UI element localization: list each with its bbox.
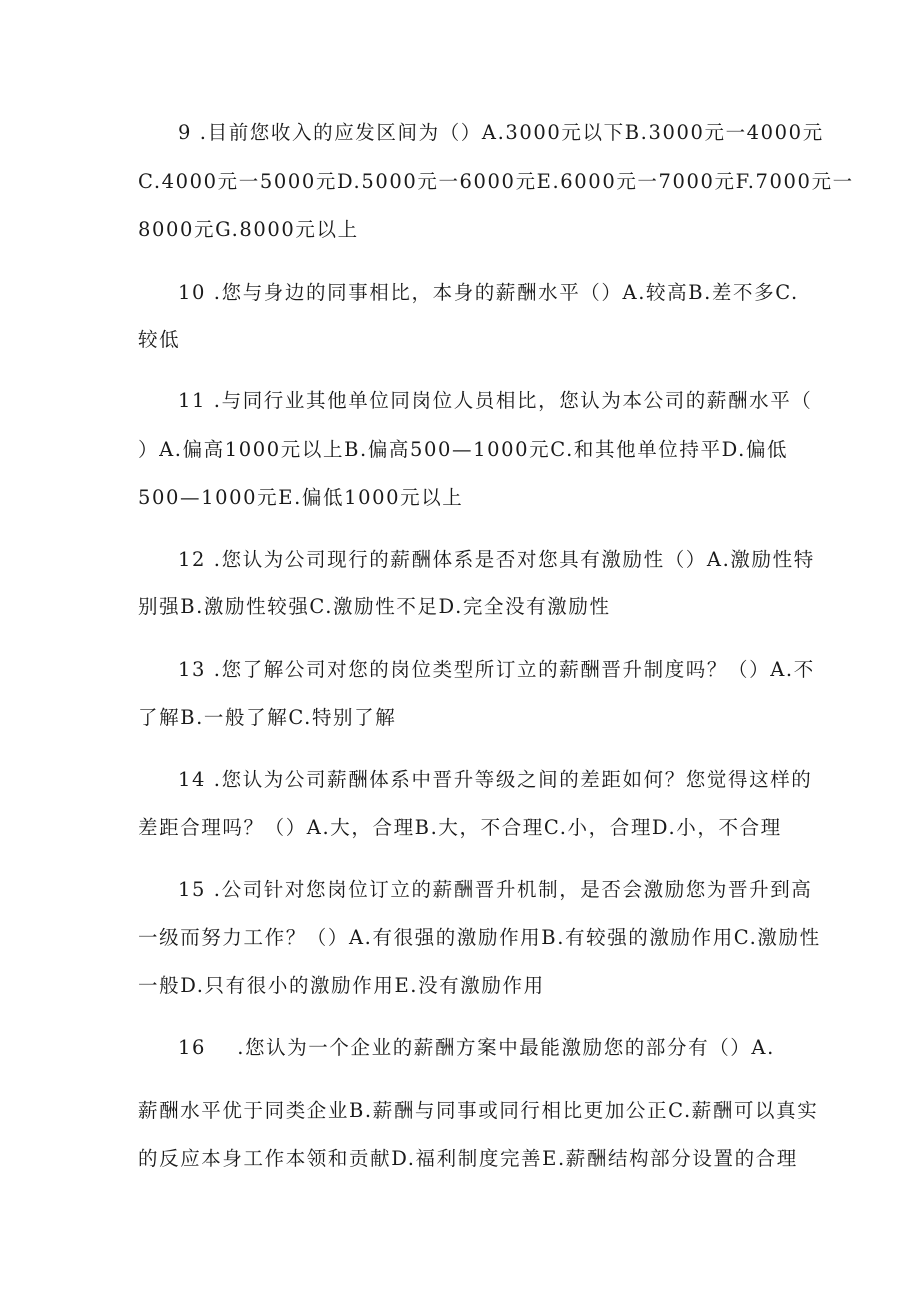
question-15-line-2: 一级而努力工作？（）A.有很强的激励作用B.有较强的激励作用C.激励性 xyxy=(138,926,821,949)
question-9-line-3: 8000元G.8000元以上 xyxy=(138,218,359,241)
question-9-line-1: 9 .目前您收入的应发区间为（）A.3000元以下B.3000元一4000元 xyxy=(178,121,824,144)
question-11-line-1: 11 .与同行业其他单位同岗位人员相比，您认为本公司的薪酬水平（ xyxy=(178,389,813,412)
question-16-line-2: 薪酬水平优于同类企业B.薪酬与同事或同行相比更加公正C.薪酬可以真实 xyxy=(138,1099,819,1122)
question-16-line-3: 的反应本身工作本领和贡献D.福利制度完善E.薪酬结构部分设置的合理 xyxy=(138,1147,798,1170)
question-10-line-2: 较低 xyxy=(138,328,181,351)
question-10-line-1: 10 .您与身边的同事相比，本身的薪酬水平（）A.较高B.差不多C. xyxy=(178,281,799,304)
question-14-line-1: 14 .您认为公司薪酬体系中晋升等级之间的差距如何？您觉得这样的 xyxy=(178,768,813,791)
question-15-line-3: 一般D.只有很小的激励作用E.没有激励作用 xyxy=(138,974,545,997)
question-12-line-2: 别强B.激励性较强C.激励性不足D.完全没有激励性 xyxy=(138,595,611,618)
question-12-line-1: 12 .您认为公司现行的薪酬体系是否对您具有激励性（）A.激励性特 xyxy=(178,548,815,571)
question-13-line-1: 13 .您了解公司对您的岗位类型所订立的薪酬晋升制度吗？（）A.不 xyxy=(178,658,815,681)
question-9-line-2: C.4000元一5000元D.5000元一6000元E.6000元一7000元F.7000元一 xyxy=(138,170,854,193)
question-11-line-2: ）A.偏高1000元以上B.偏高500—1000元C.和其他单位持平D.偏低 xyxy=(138,438,789,461)
question-15-line-1: 15 .公司针对您岗位订立的薪酬晋升机制，是否会激励您为晋升到高 xyxy=(178,878,813,901)
question-11-line-3: 500—1000元E.偏低1000元以上 xyxy=(138,486,464,509)
question-13-line-2: 了解B.一般了解C.特别了解 xyxy=(138,706,397,729)
question-16-line-1: 16 .您认为一个企业的薪酬方案中最能激励您的部分有（）A. xyxy=(178,1036,775,1059)
question-14-line-2: 差距合理吗？（）A.大，合理B.大，不合理C.小，合理D.小，不合理 xyxy=(138,816,782,839)
